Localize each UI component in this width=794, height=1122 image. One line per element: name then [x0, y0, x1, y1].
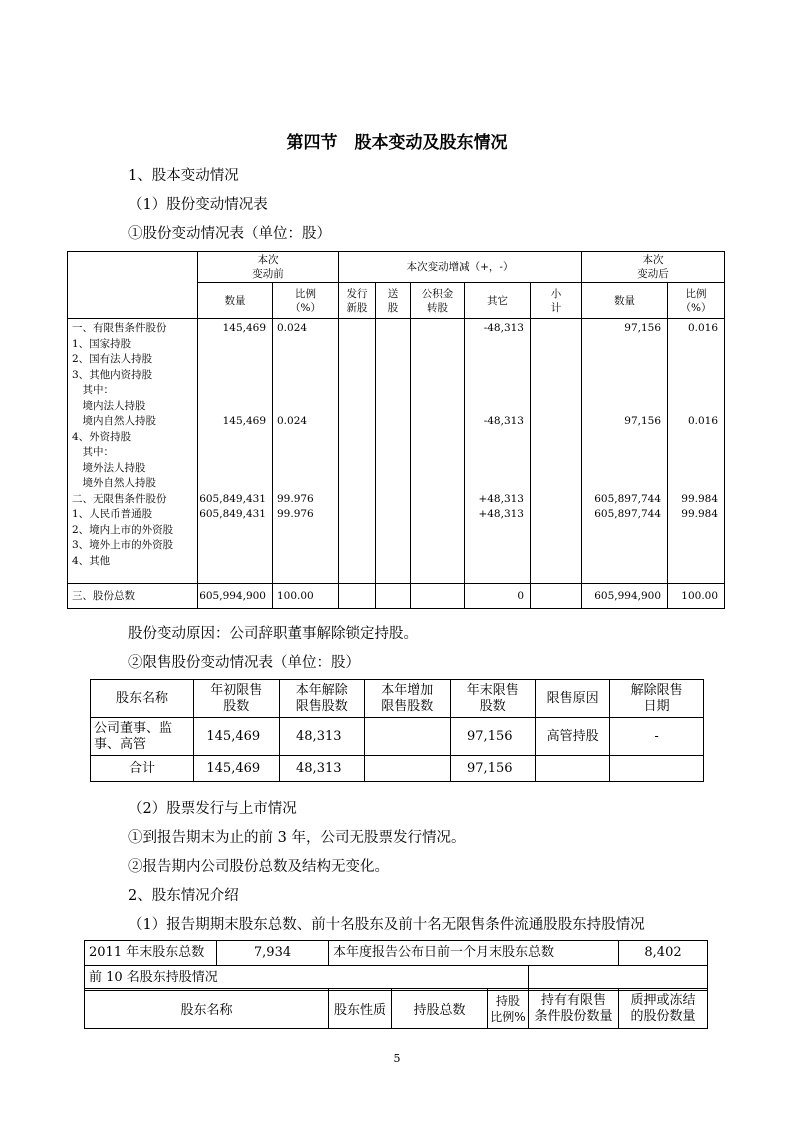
- header-qty: 数量: [198, 283, 273, 319]
- shareholder-table: [84, 940, 708, 991]
- t2-header: 解除限售 日期: [610, 680, 704, 718]
- col-reserve: [411, 319, 465, 584]
- t2-cell: 48,313: [279, 718, 365, 756]
- change-reason: 股份变动原因：公司辞职董事解除锁定持股。: [128, 626, 418, 642]
- header-after: 本次 变动后: [582, 252, 725, 283]
- t2-header: 年末限售 股数: [450, 680, 536, 718]
- header-bonus: 送 股: [376, 283, 411, 319]
- t3-header: 持有有限售 条件股份数量: [529, 989, 619, 1029]
- heading-share-change: 1、股本变动情况: [128, 168, 239, 184]
- t3-header: 持股总数: [392, 989, 488, 1029]
- share-change-table: [67, 251, 725, 609]
- t3-header: 股东性质: [329, 989, 392, 1029]
- t2-cell: [365, 756, 451, 782]
- t2-cell: [536, 756, 610, 782]
- t2-header: 股东名称: [91, 680, 194, 718]
- label-total-2011: 2011 年末股东总数: [85, 941, 217, 966]
- total-before-qty: 605,994,900: [198, 583, 273, 608]
- t2-header: 本年增加 限售股数: [365, 680, 451, 718]
- total-after-ratio: 100.00: [668, 583, 725, 608]
- heading-shareholders: 2、股东情况介绍: [128, 888, 239, 904]
- col-subtotal: [531, 319, 582, 584]
- col-after-ratio: 0.016 0.016 99.984 99.984: [668, 319, 725, 584]
- total-other: 0: [465, 583, 531, 608]
- header-before: 本次 变动前: [198, 252, 339, 283]
- t2-header: 年初限售 股数: [194, 680, 280, 718]
- header-after-ratio: 比例 （%）: [668, 283, 725, 319]
- top10-blank: [529, 966, 708, 991]
- table1-caption: ①股份变动情况表（单位：股）: [128, 226, 331, 242]
- col-before-qty: 145,469 145,469 605,849,431 605,849,431: [198, 319, 273, 584]
- shareholder-header-row: [84, 988, 708, 1029]
- header-reserve: 公积金 转股: [411, 283, 465, 319]
- heading-issue-listing: （2）股票发行与上市情况: [128, 801, 297, 817]
- t2-cell: 48,313: [279, 756, 365, 782]
- t2-cell: -: [610, 718, 704, 756]
- total-before-ratio: 100.00: [273, 583, 339, 608]
- issue-paragraph-2: ②报告期内公司股份总数及结构无变化。: [128, 859, 389, 875]
- table-row: [91, 756, 704, 782]
- total-label: 三、股份总数: [68, 583, 198, 608]
- col-other: -48,313 -48,313 +48,313 +48,313: [465, 319, 531, 584]
- top10-label: 前 10 名股东持股情况: [85, 966, 529, 991]
- page-number: 5: [393, 1052, 401, 1065]
- heading-share-change-table: （1）股份变动情况表: [128, 197, 268, 213]
- t3-header: 股东名称: [85, 989, 329, 1029]
- t2-cell: 合计: [91, 756, 194, 782]
- col-new-issue: [339, 319, 376, 584]
- section-title: 第四节 股本变动及股东情况: [286, 133, 508, 153]
- table-corner-cell: [68, 252, 198, 319]
- t2-cell: [365, 718, 451, 756]
- t3-header: 持股 比例%: [488, 989, 529, 1029]
- t2-cell: [610, 756, 704, 782]
- restricted-share-table: [90, 679, 704, 782]
- col-after-qty: 97,156 97,156 605,897,744 605,897,744: [582, 319, 668, 584]
- t2-header: 限售原因: [536, 680, 610, 718]
- total-after-qty: 605,994,900: [582, 583, 668, 608]
- value-total-2011: 7,934: [217, 941, 329, 966]
- t2-cell: 97,156: [450, 718, 536, 756]
- header-after-qty: 数量: [582, 283, 668, 319]
- header-new-issue: 发行 新股: [339, 283, 376, 319]
- header-subtotal: 小 计: [531, 283, 582, 319]
- issue-paragraph-1: ①到报告期末为止的前 3 年，公司无股票发行情况。: [128, 830, 466, 846]
- table-row: [91, 718, 704, 756]
- t2-header: 本年解除 限售股数: [279, 680, 365, 718]
- label-total-recent: 本年度报告公布日前一个月末股东总数: [329, 941, 619, 966]
- t3-header: 质押或冻结 的股份数量: [619, 989, 708, 1029]
- t2-cell: 145,469: [194, 718, 280, 756]
- t2-cell: 高管持股: [536, 718, 610, 756]
- header-ratio: 比例 （%）: [273, 283, 339, 319]
- col-bonus: [376, 319, 411, 584]
- t2-cell: 公司董事、监 事、高管: [91, 718, 194, 756]
- heading-shareholder-holdings: （1）报告期期末股东总数、前十名股东及前十名无限售条件流通股股东持股情况: [128, 917, 645, 933]
- col-before-ratio: 0.024 0.024 99.976 99.976: [273, 319, 339, 584]
- row-labels: 一、有限售条件股份 1、国家持股 2、国有法人持股 3、其他内资持股 其中： 境内法人持股 境内自然人持股 4、外资持股 其中： 境外法人持股 境外自然人持股 二、无限售条件股份 1、人民币普通股 2、境内上市的外资股 3、境外上市的外资股 4、其他: [68, 319, 198, 584]
- t2-cell: 97,156: [450, 756, 536, 782]
- table2-caption: ②限售股份变动情况表（单位：股）: [128, 655, 360, 671]
- header-change: 本次变动增减（+，-）: [339, 252, 582, 283]
- header-other: 其它: [465, 283, 531, 319]
- t2-cell: 145,469: [194, 756, 280, 782]
- value-total-recent: 8,402: [619, 941, 708, 966]
